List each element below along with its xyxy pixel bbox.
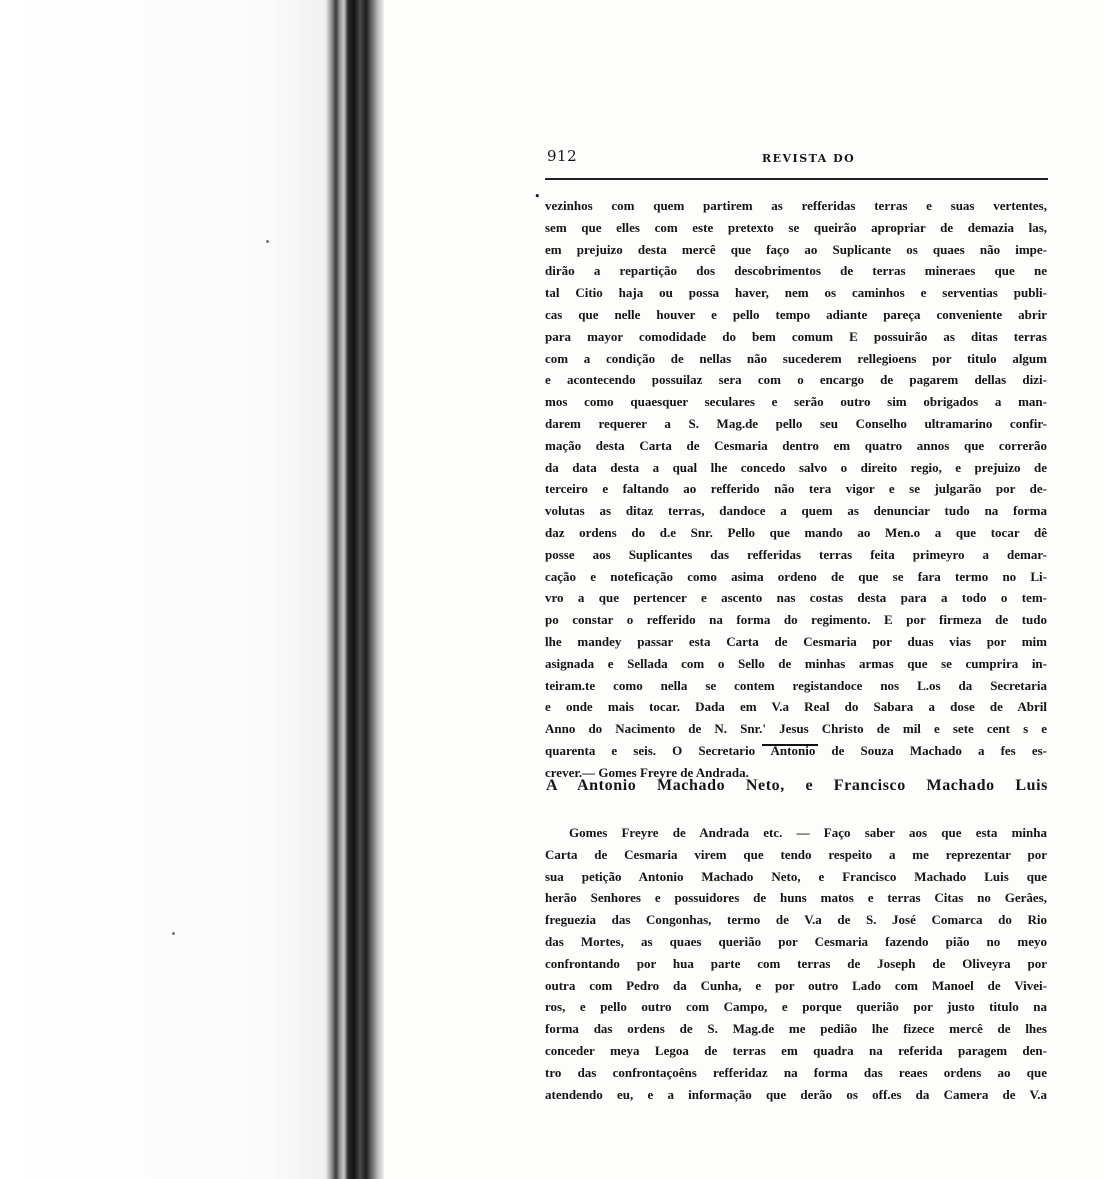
text-line: herão Senhores e possuidores de huns matos e terras Citas no Gerâes, [545,890,1047,906]
text-line: posse aos Suplicantes das refferidas terras feita primeyro a demar- [545,546,1047,562]
text-line: outra com Pedro da Cunha, e por outro Lado com Manoel de Vivei- [545,977,1047,993]
text-line: para mayor comodidade do bem comum E possuirão as ditas terras [545,328,1047,344]
text-line: forma das ordens de S. Mag.de me pedião lhe fizece mercê de lhes [545,1021,1047,1037]
text-line: asignada e Sellada com o Sello de minhas armas que se cumprira in- [545,655,1047,671]
running-head: REVISTA DO [762,152,856,165]
text-line: Gomes Freyre de Andrada etc. — Faço saber aos que esta minha [569,825,1047,840]
text-line: sem que elles com este pretexto se queirão apropriar de demazia las, [545,219,1047,235]
text-line: Carta de Cesmaria virem que tendo respeito a me reprezentar por [545,846,1047,862]
text-line: freguezia das Congonhas, termo de V.a de S. José Comarca do Rio [545,912,1047,928]
text-line: darem requerer a S. Mag.de pello seu Conselho ultramarino confir- [545,415,1047,431]
text-line: mos como quaesquer seculares e serão outro sim obrigados a man- [545,394,1047,410]
page-number: 912 [547,147,578,165]
text-line: das Mortes, as quaes querião por Cesmaria fazendo pião no meyo [545,933,1047,949]
text-line: mação desta Carta de Cesmaria dentro em quatro annos que correrão [545,437,1047,453]
text-line: crever.— Gomes Freyre de Andrada. [545,764,749,780]
text-line: tal Citio haja ou possa haver, nem os caminhos e serventias publi- [545,285,1047,301]
header-rule [545,178,1048,180]
text-line: vezinhos com quem partirem as refferidas terras e suas vertentes, [545,198,1047,213]
text-line: Anno do Nacimento de N. Snr.' Jesus Christo de mil e sete cent s e [545,721,1047,737]
paper-speck [266,240,269,243]
text-line: daz ordens do d.e Snr. Pello que mando ao Men.o a que tocar dê [545,524,1047,540]
book-gutter [326,0,384,1179]
text-line: quarenta e seis. O Secretario Antonio de Souza Machado a fes es- [545,742,1047,758]
paper-speck [172,932,175,935]
text-line: teiram.te como nella se contem registandoce nos L.os da Secretaria [545,677,1047,693]
left-page-blank [0,0,330,1179]
text-line: cação e noteficação como asima ordeno de que se fara termo no Li- [545,568,1047,584]
text-line: lhe mandey passar esta Carta de Cesmaria por duas vias por mim [545,633,1047,649]
text-line: sua petição Antonio Machado Neto, e Francisco Machado Luis que [545,868,1047,884]
text-line: da data desta a qual lhe concedo salvo o direito regio, e prejuizo de [545,459,1047,475]
margin-mark: • [534,190,541,203]
text-line: tro das confrontaçoêns refferidaz na forma das reaes ordens ao que [545,1064,1047,1080]
text-line: confrontando por hua parte com terras de Joseph de Oliveyra por [545,955,1047,971]
text-line: e acontecendo possuilaz sera com o encargo de pagarem dellas dizi- [545,372,1047,388]
text-line: terceiro e faltando ao refferido não tera vigor e se julgarão por de- [545,481,1047,497]
text-line: em prejuizo desta mercê que faço ao Suplicante os quaes não impe- [545,241,1047,257]
section-title: A Antonio Machado Neto, e Francisco Machado Luis [546,777,1048,794]
text-line: cas que nelle houver e pello tempo adiante pareça conveniente abrir [545,306,1047,322]
paragraph-second-grant [545,822,1047,1105]
text-line: ros, e pello outro com Campo, e porque querião por justo titulo na [545,999,1047,1015]
text-line: dirão a repartição dos descobrimentos de terras mineraes que ne [545,263,1047,279]
text-line: atendendo eu, e a informação que derão os off.es da Camera de V.a [545,1086,1047,1102]
paragraph-grant-text [545,195,1047,784]
text-line: volutas as ditaz terras, dandoce a quem as denunciar tudo na forma [545,503,1047,519]
text-line: conceder meya Legoa de terras em quadra na referida paragem den- [545,1042,1047,1058]
text-line: e onde mais tocar. Dada em V.a Real do Sabara a dose de Abril [545,699,1047,715]
text-line: vro a que pertencer e ascento nas costas desta para a todo o tem- [545,590,1047,606]
text-line: po constar o refferido na forma do regimento. E por firmeza de tudo [545,612,1047,628]
section-separator [762,744,818,746]
text-line: com a condição de nellas não sucederem rellegioens por titulo algum [545,350,1047,366]
